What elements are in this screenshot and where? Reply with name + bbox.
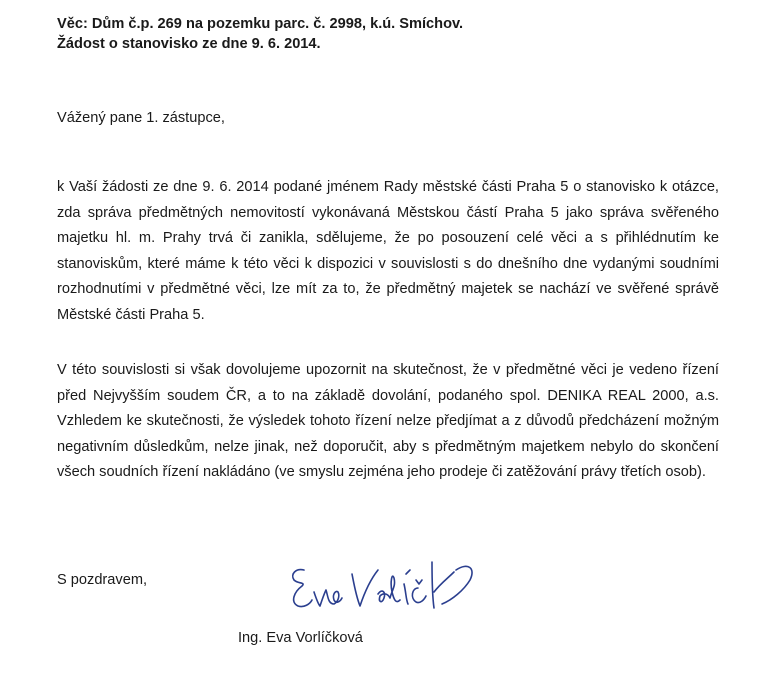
signatory-name: Ing. Eva Vorlíčková xyxy=(238,630,363,646)
body-paragraph-2: V této souvislosti si však dovolujeme upozornit na skutečnost, že v předmětné věci je vedeno řízení před Nejvyšším soudem ČR, a to na základě dovolání, podaného spol. DENIKA REAL 2000, a.s. Vzhledem ke skutečnosti, že výsledek tohoto řízení nelze předjímat a z důvodů předcházení možným negativním důsledkům, nelze jinak, než doporučit, aby s předmětným majetkem nebylo do skončení všech soudních řízení nakládáno (ve smyslu zejména jeho prodeje či zatěžování právy třetích osob). xyxy=(57,362,719,481)
subject-line-2: Žádost o stanovisko ze dne 9. 6. 2014. xyxy=(57,36,321,52)
closing-phrase: S pozdravem, xyxy=(57,572,148,588)
body-paragraph-1: k Vaší žádosti ze dne 9. 6. 2014 podané jménem Rady městské části Praha 5 o stanovisko k otázce, zda správa předmětných nemovitostí vykonávaná Městskou částí Praha 5 jako správa svěřeného majetku hl. m. Prahy trvá či zanikla, sdělujeme, že po posouzení celé věci a s přihlédnutím ke stanoviskům, které máme k této věci k dispozici v souvislosti s do dnešního dne vydanými soudními rozhodnutími v předmětné věci, lze mít za to, že předmětný majetek se nachází ve svěřené správě Městské části Praha 5. xyxy=(57,179,719,323)
subject-line-1: Věc: Dům č.p. 269 na pozemku parc. č. 2998, k.ú. Smíchov. xyxy=(57,16,464,32)
handwritten-signature xyxy=(282,548,482,618)
salutation: Vážený pane 1. zástupce, xyxy=(57,110,225,126)
letter-subject xyxy=(57,14,463,54)
